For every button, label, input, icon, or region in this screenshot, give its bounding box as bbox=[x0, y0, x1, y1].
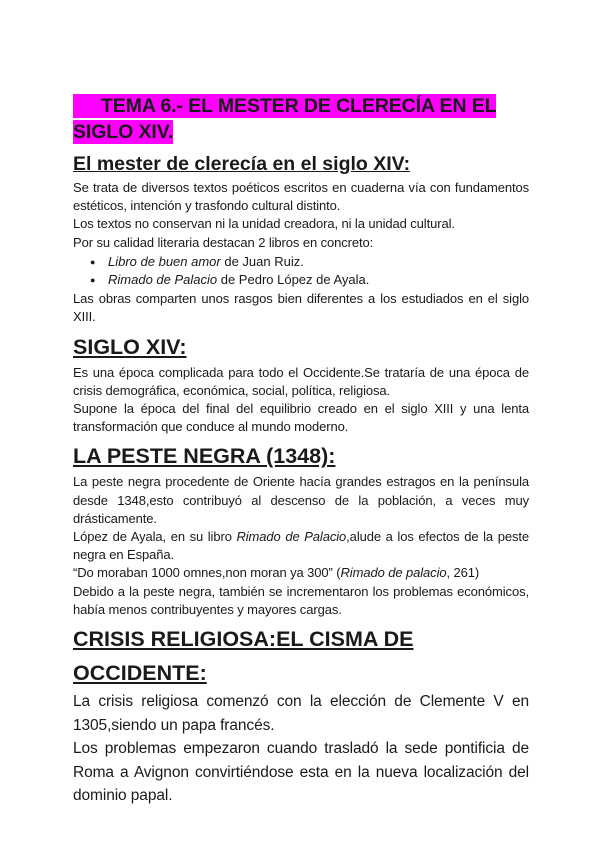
paragraph: Se trata de diversos textos poéticos escritos en cuaderna vía con fundamentos estéticos, intención y trasfondo cultural distinto. bbox=[73, 180, 529, 214]
text-run: López de Ayala, en su libro bbox=[73, 529, 237, 545]
paragraph: Por su calidad literaria destacan 2 libros en concreto: bbox=[73, 234, 374, 250]
section-heading-siglo-xiv: SIGLO XIV: bbox=[73, 334, 187, 359]
text-run: “Do moraban 1000 omnes,non moran ya 300” ( bbox=[73, 565, 341, 581]
document-content bbox=[73, 93, 529, 808]
text-run: , 261) bbox=[446, 565, 480, 581]
paragraph: La crisis religiosa comenzó con la elección de Clemente V en 1305,siendo un papa francés. bbox=[73, 693, 529, 734]
book-author: de Pedro López de Ayala. bbox=[217, 272, 370, 288]
section-mester-clerecia bbox=[73, 149, 529, 327]
list-item bbox=[73, 271, 529, 289]
list-item bbox=[73, 253, 529, 271]
book-author: de Juan Ruiz. bbox=[220, 253, 304, 269]
title-line-2: SIGLO XIV. bbox=[73, 121, 174, 143]
title-highlight bbox=[73, 94, 496, 118]
section-siglo-xiv bbox=[73, 330, 529, 437]
paragraph: Los problemas empezaron cuando trasladó la sede pontificia de Roma a Avignon convirtiéndose esta en la nueva localización del dominio papal. bbox=[73, 740, 529, 805]
section-peste-negra bbox=[73, 439, 529, 619]
paragraph: Debido a la peste negra, también se incrementaron los problemas económicos, había menos contribuyentes y mayores cargas. bbox=[73, 583, 529, 617]
section-heading-crisis-religiosa: CRISIS RELIGIOSA:EL CISMA DE OCCIDENTE: bbox=[73, 627, 414, 686]
section-crisis-religiosa bbox=[73, 622, 529, 808]
book-title: Libro de buen amor bbox=[108, 253, 221, 269]
quote-paragraph bbox=[73, 564, 529, 582]
page-title bbox=[73, 93, 529, 145]
paragraph: Supone la época del final del equilibrio creado en el siglo XIII y una lenta transformación que conduce al mundo moderno. bbox=[73, 401, 529, 435]
text-run: ,alude a los efectos de la peste negra en España. bbox=[73, 529, 529, 563]
section-heading-mester: El mester de clerecía en el siglo XIV: bbox=[73, 153, 411, 175]
paragraph: La peste negra procedente de Oriente hacía grandes estragos en la península desde 1348,esto contribuyó al descenso de la población, a veces muy drásticamente. bbox=[73, 474, 529, 526]
title-line-1: TEMA 6.- EL MESTER DE CLERECÍA EN EL bbox=[101, 95, 497, 117]
book-title: Rimado de palacio bbox=[340, 565, 447, 581]
paragraph bbox=[73, 528, 529, 564]
title-highlight-2 bbox=[73, 120, 173, 144]
section-heading-peste-negra: LA PESTE NEGRA (1348): bbox=[73, 444, 336, 469]
paragraph: Es una época complicada para todo el Occidente.Se trataría de una época de crisis demográfica, económica, social, política, religiosa. bbox=[73, 364, 529, 398]
book-title: Rimado de Palacio bbox=[108, 272, 218, 288]
paragraph: Los textos no conservan ni la unidad creadora, ni la unidad cultural. bbox=[73, 216, 455, 232]
paragraph: Las obras comparten unos rasgos bien diferentes a los estudiados en el siglo XIII. bbox=[73, 291, 529, 325]
book-title: Rimado de Palacio bbox=[236, 529, 347, 545]
books-list bbox=[73, 253, 529, 289]
